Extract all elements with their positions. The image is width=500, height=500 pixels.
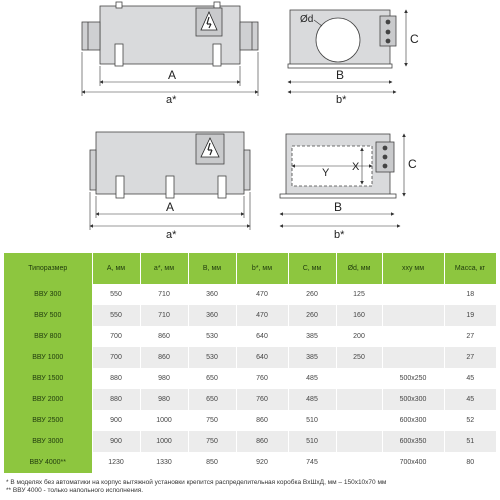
dim-label-a-star-top: a* <box>166 94 177 106</box>
dim-label-B-bottom: B <box>334 200 343 214</box>
table-row <box>4 284 496 305</box>
table-cell: 640 <box>236 326 288 347</box>
table-cell: 700x400 <box>382 452 444 473</box>
footnote-2: ** ВВУ 4000 - только напольного исполнения. <box>6 487 144 494</box>
table-cell: 260 <box>288 305 336 326</box>
technical-drawings <box>0 0 500 240</box>
column-header: A, мм <box>92 253 140 284</box>
side-view-rect <box>90 132 250 198</box>
table-cell: 640 <box>236 347 288 368</box>
footnote-1: * В моделях без автоматики на корпус вытяжной установки крепится распределительная коробка ВxШxД, мм – 150x10x70 мм <box>6 479 387 486</box>
table-cell: 250 <box>336 347 382 368</box>
table-cell: 530 <box>188 347 236 368</box>
table-cell: 18 <box>444 284 496 305</box>
dim-label-b-star-top: b* <box>336 94 347 106</box>
table-cell: 650 <box>188 389 236 410</box>
table-row <box>4 410 496 431</box>
column-header: a*, мм <box>140 253 188 284</box>
table-cell: 600x350 <box>382 431 444 452</box>
dim-label-C-bottom: C <box>408 157 417 171</box>
column-header: Масса, кг <box>444 253 496 284</box>
table-cell <box>382 326 444 347</box>
model-name-cell: ВВУ 2500 <box>4 410 92 431</box>
table-cell: 920 <box>236 452 288 473</box>
table-cell <box>382 347 444 368</box>
table-cell: 500x300 <box>382 389 444 410</box>
table-cell: 45 <box>444 368 496 389</box>
table-cell: 500x250 <box>382 368 444 389</box>
table-row <box>4 431 496 452</box>
table-cell: 860 <box>140 326 188 347</box>
table-cell: 510 <box>288 431 336 452</box>
column-header: Типоразмер <box>4 253 92 284</box>
table-cell: 745 <box>288 452 336 473</box>
table-cell: 900 <box>92 410 140 431</box>
table-cell: 27 <box>444 326 496 347</box>
specs-table <box>4 253 497 473</box>
table-cell: 860 <box>140 347 188 368</box>
table-cell: 650 <box>188 368 236 389</box>
table-cell: 880 <box>92 368 140 389</box>
table-cell: 485 <box>288 368 336 389</box>
table-row <box>4 389 496 410</box>
table-cell: 760 <box>236 368 288 389</box>
table-row <box>4 452 496 473</box>
dim-label-A-top: A <box>168 68 177 82</box>
column-header: Ød, мм <box>336 253 382 284</box>
dim-label-X: X <box>352 161 360 173</box>
dim-label-phi-d: Ød <box>300 14 314 25</box>
dim-label-A-bottom: A <box>166 200 175 214</box>
table-cell: 900 <box>92 431 140 452</box>
table-row <box>4 305 496 326</box>
column-header: b*, мм <box>236 253 288 284</box>
footnotes <box>6 479 496 495</box>
table-cell: 27 <box>444 347 496 368</box>
table-cell: 51 <box>444 431 496 452</box>
table-row <box>4 368 496 389</box>
table-cell: 850 <box>188 452 236 473</box>
table-cell: 1330 <box>140 452 188 473</box>
table-cell: 19 <box>444 305 496 326</box>
model-name-cell: ВВУ 1000 <box>4 347 92 368</box>
table-cell: 1000 <box>140 431 188 452</box>
table-cell <box>336 452 382 473</box>
table-cell: 860 <box>236 431 288 452</box>
table-cell: 750 <box>188 431 236 452</box>
table-row <box>4 326 496 347</box>
table-cell: 360 <box>188 305 236 326</box>
table-cell: 750 <box>188 410 236 431</box>
table-row <box>4 347 496 368</box>
table-cell: 200 <box>336 326 382 347</box>
table-cell: 980 <box>140 389 188 410</box>
column-header: C, мм <box>288 253 336 284</box>
model-name-cell: ВВУ 4000** <box>4 452 92 473</box>
table-cell: 485 <box>288 389 336 410</box>
model-name-cell: ВВУ 2000 <box>4 389 92 410</box>
table-cell: 700 <box>92 347 140 368</box>
table-cell: 550 <box>92 284 140 305</box>
table-cell: 760 <box>236 389 288 410</box>
table-cell: 510 <box>288 410 336 431</box>
column-header: B, мм <box>188 253 236 284</box>
table-cell <box>382 305 444 326</box>
table-cell: 550 <box>92 305 140 326</box>
side-view-round <box>82 2 258 66</box>
table-cell: 160 <box>336 305 382 326</box>
column-header: хxy мм <box>382 253 444 284</box>
dim-label-Y: Y <box>322 167 330 179</box>
model-name-cell: ВВУ 300 <box>4 284 92 305</box>
dim-label-a-star-bottom: a* <box>166 229 177 240</box>
table-cell <box>336 389 382 410</box>
table-cell: 125 <box>336 284 382 305</box>
table-cell: 530 <box>188 326 236 347</box>
dim-label-C-top: C <box>410 32 419 46</box>
table-cell: 710 <box>140 305 188 326</box>
table-cell: 385 <box>288 347 336 368</box>
table-cell: 700 <box>92 326 140 347</box>
table-cell: 385 <box>288 326 336 347</box>
table-cell: 45 <box>444 389 496 410</box>
table-cell <box>382 284 444 305</box>
table-cell <box>336 410 382 431</box>
table-cell <box>336 368 382 389</box>
table-cell: 52 <box>444 410 496 431</box>
model-name-cell: ВВУ 500 <box>4 305 92 326</box>
model-name-cell: ВВУ 3000 <box>4 431 92 452</box>
table-cell: 710 <box>140 284 188 305</box>
model-name-cell: ВВУ 1500 <box>4 368 92 389</box>
table-header-row <box>4 253 496 284</box>
dim-label-b-star-bottom: b* <box>334 229 345 240</box>
dim-label-B-top: B <box>336 68 345 82</box>
table-cell: 80 <box>444 452 496 473</box>
table-cell: 1230 <box>92 452 140 473</box>
table-cell: 1000 <box>140 410 188 431</box>
table-cell: 470 <box>236 284 288 305</box>
table-cell: 860 <box>236 410 288 431</box>
model-name-cell: ВВУ 800 <box>4 326 92 347</box>
table-cell: 600x300 <box>382 410 444 431</box>
table-cell: 360 <box>188 284 236 305</box>
table-cell: 260 <box>288 284 336 305</box>
table-cell: 880 <box>92 389 140 410</box>
table-cell: 980 <box>140 368 188 389</box>
table-cell: 470 <box>236 305 288 326</box>
table-cell <box>336 431 382 452</box>
